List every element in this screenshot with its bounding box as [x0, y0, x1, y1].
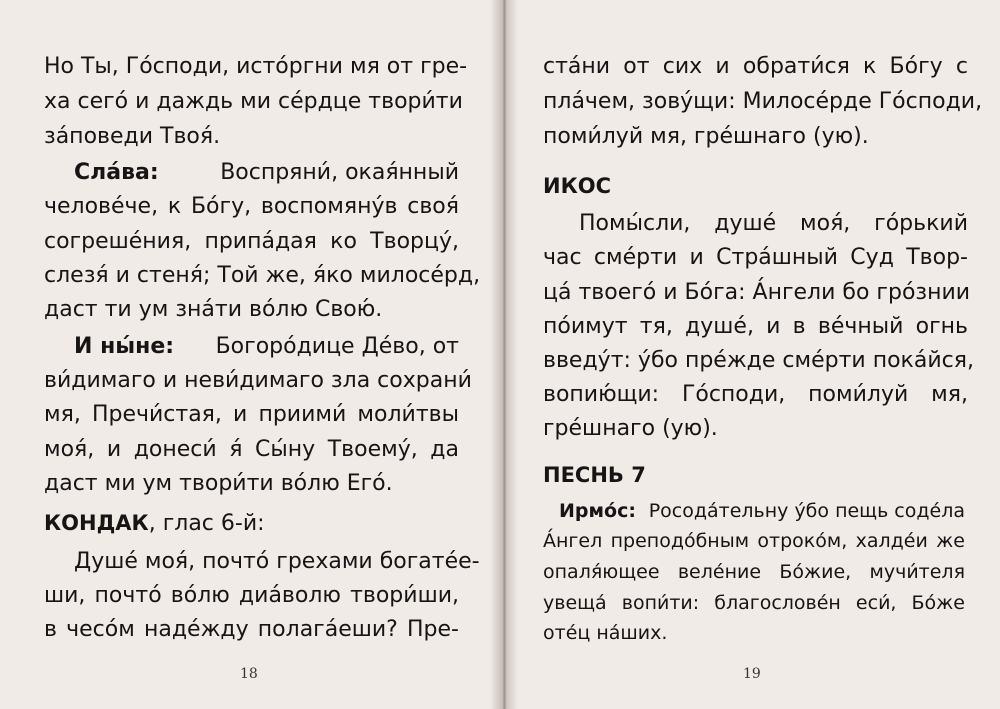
text-line: ви́димаго и неви́димаго зла сохрани́ [44, 368, 472, 393]
text-line: гре́шнаго (ую). [543, 416, 718, 441]
text-line: моя́, и донеси́ я́ Сы́ну Твоему́, да [44, 437, 459, 462]
text-line: опаля́ющее веле́ние Бо́жие, мучи́теля [543, 561, 965, 583]
pesn-heading-line [543, 462, 968, 489]
text-line: введу́т: у́бо пре́жде сме́рти пока́йся, [543, 348, 974, 373]
text-line: вопию́щи: Го́споди, поми́луй мя, [543, 382, 968, 407]
text-line: пла́чем, зову́щи: Милосе́рде Го́споди, [543, 89, 983, 114]
text-line: Помы́сли, душе́ моя́, го́рький [579, 211, 968, 236]
text-line: увеща́ вопи́ти: благослове́н еси́, Бо́же [543, 592, 965, 614]
text-line: час сме́рти и Стра́шный Суд Твор- [543, 245, 968, 270]
text-line: даст ми ум твори́ти во́лю Его́. [44, 471, 393, 496]
irmos-first-line [559, 500, 965, 522]
page-number-left: 18 [240, 666, 258, 682]
text-line: А́нгел преподо́бным отроко́м, халде́и же [543, 530, 965, 552]
text-line: даст ти ум зна́ти во́лю Свою́. [44, 297, 383, 322]
text-line: согреше́ния, припа́дая ко Творцу́, [44, 229, 459, 254]
text-line: поми́луй мя, гре́шнаго (ую). [543, 124, 869, 149]
text-line: за́поведи Твоя́. [44, 124, 221, 149]
slava-first-text: Воспряни́, окая́нный [220, 160, 459, 185]
text-line: ца́ твоего́ и Бо́га: А́нгели бо гро́знии [543, 280, 971, 305]
page-number-right: 19 [743, 666, 761, 682]
text-line: по́имут тя, душе́, и в ве́чный огнь [543, 314, 968, 339]
i-nyne-first-text: Богоро́дице Де́во, от [215, 334, 459, 359]
text-line: оте́ц на́ших. [543, 622, 668, 644]
kondak-heading: КОНДАК [44, 511, 149, 535]
kondak-tone: , глас 6-й: [148, 511, 265, 536]
kondak-heading-line [44, 510, 459, 537]
irmos-first-text: Росода́тельну у́бо пещь соде́ла [648, 500, 965, 522]
ikos-heading-line [543, 173, 968, 200]
slava-label: Сла́ва: [74, 160, 159, 185]
ikos-heading: ИКОС [543, 174, 612, 198]
pesn-heading: ПЕСНЬ 7 [543, 463, 646, 487]
text-line: Душе́ моя́, почто́ грехами богате́е- [74, 549, 480, 574]
i-nyne-first-line [74, 334, 459, 360]
text-line: челове́че, к Бо́гу, воспомяну́в своя́ [44, 194, 459, 219]
text-line: ши, почто́ во́лю диа́волю твори́ши, [44, 583, 459, 608]
i-nyne-label: И ны́не: [74, 334, 175, 359]
text-line: Но Ты, Го́споди, исто́ргни мя от гре- [44, 54, 468, 79]
right-page [505, 0, 1000, 709]
text-line: ха сего́ и даждь ми се́рдце твори́ти [44, 89, 463, 114]
text-line: ста́ни от сих и обрати́ся к Бо́гу с [543, 54, 968, 79]
irmos-label: Ирмо́с: [559, 500, 636, 522]
text-line: в чесо́м наде́жду полага́еши? Пре- [44, 617, 459, 642]
text-line: мя, Пречи́стая, и приими́ моли́твы [44, 402, 459, 427]
text-line: слезя́ и стеня́; Той же, я́ко милосе́рд, [44, 263, 481, 288]
slava-first-line [74, 160, 459, 186]
